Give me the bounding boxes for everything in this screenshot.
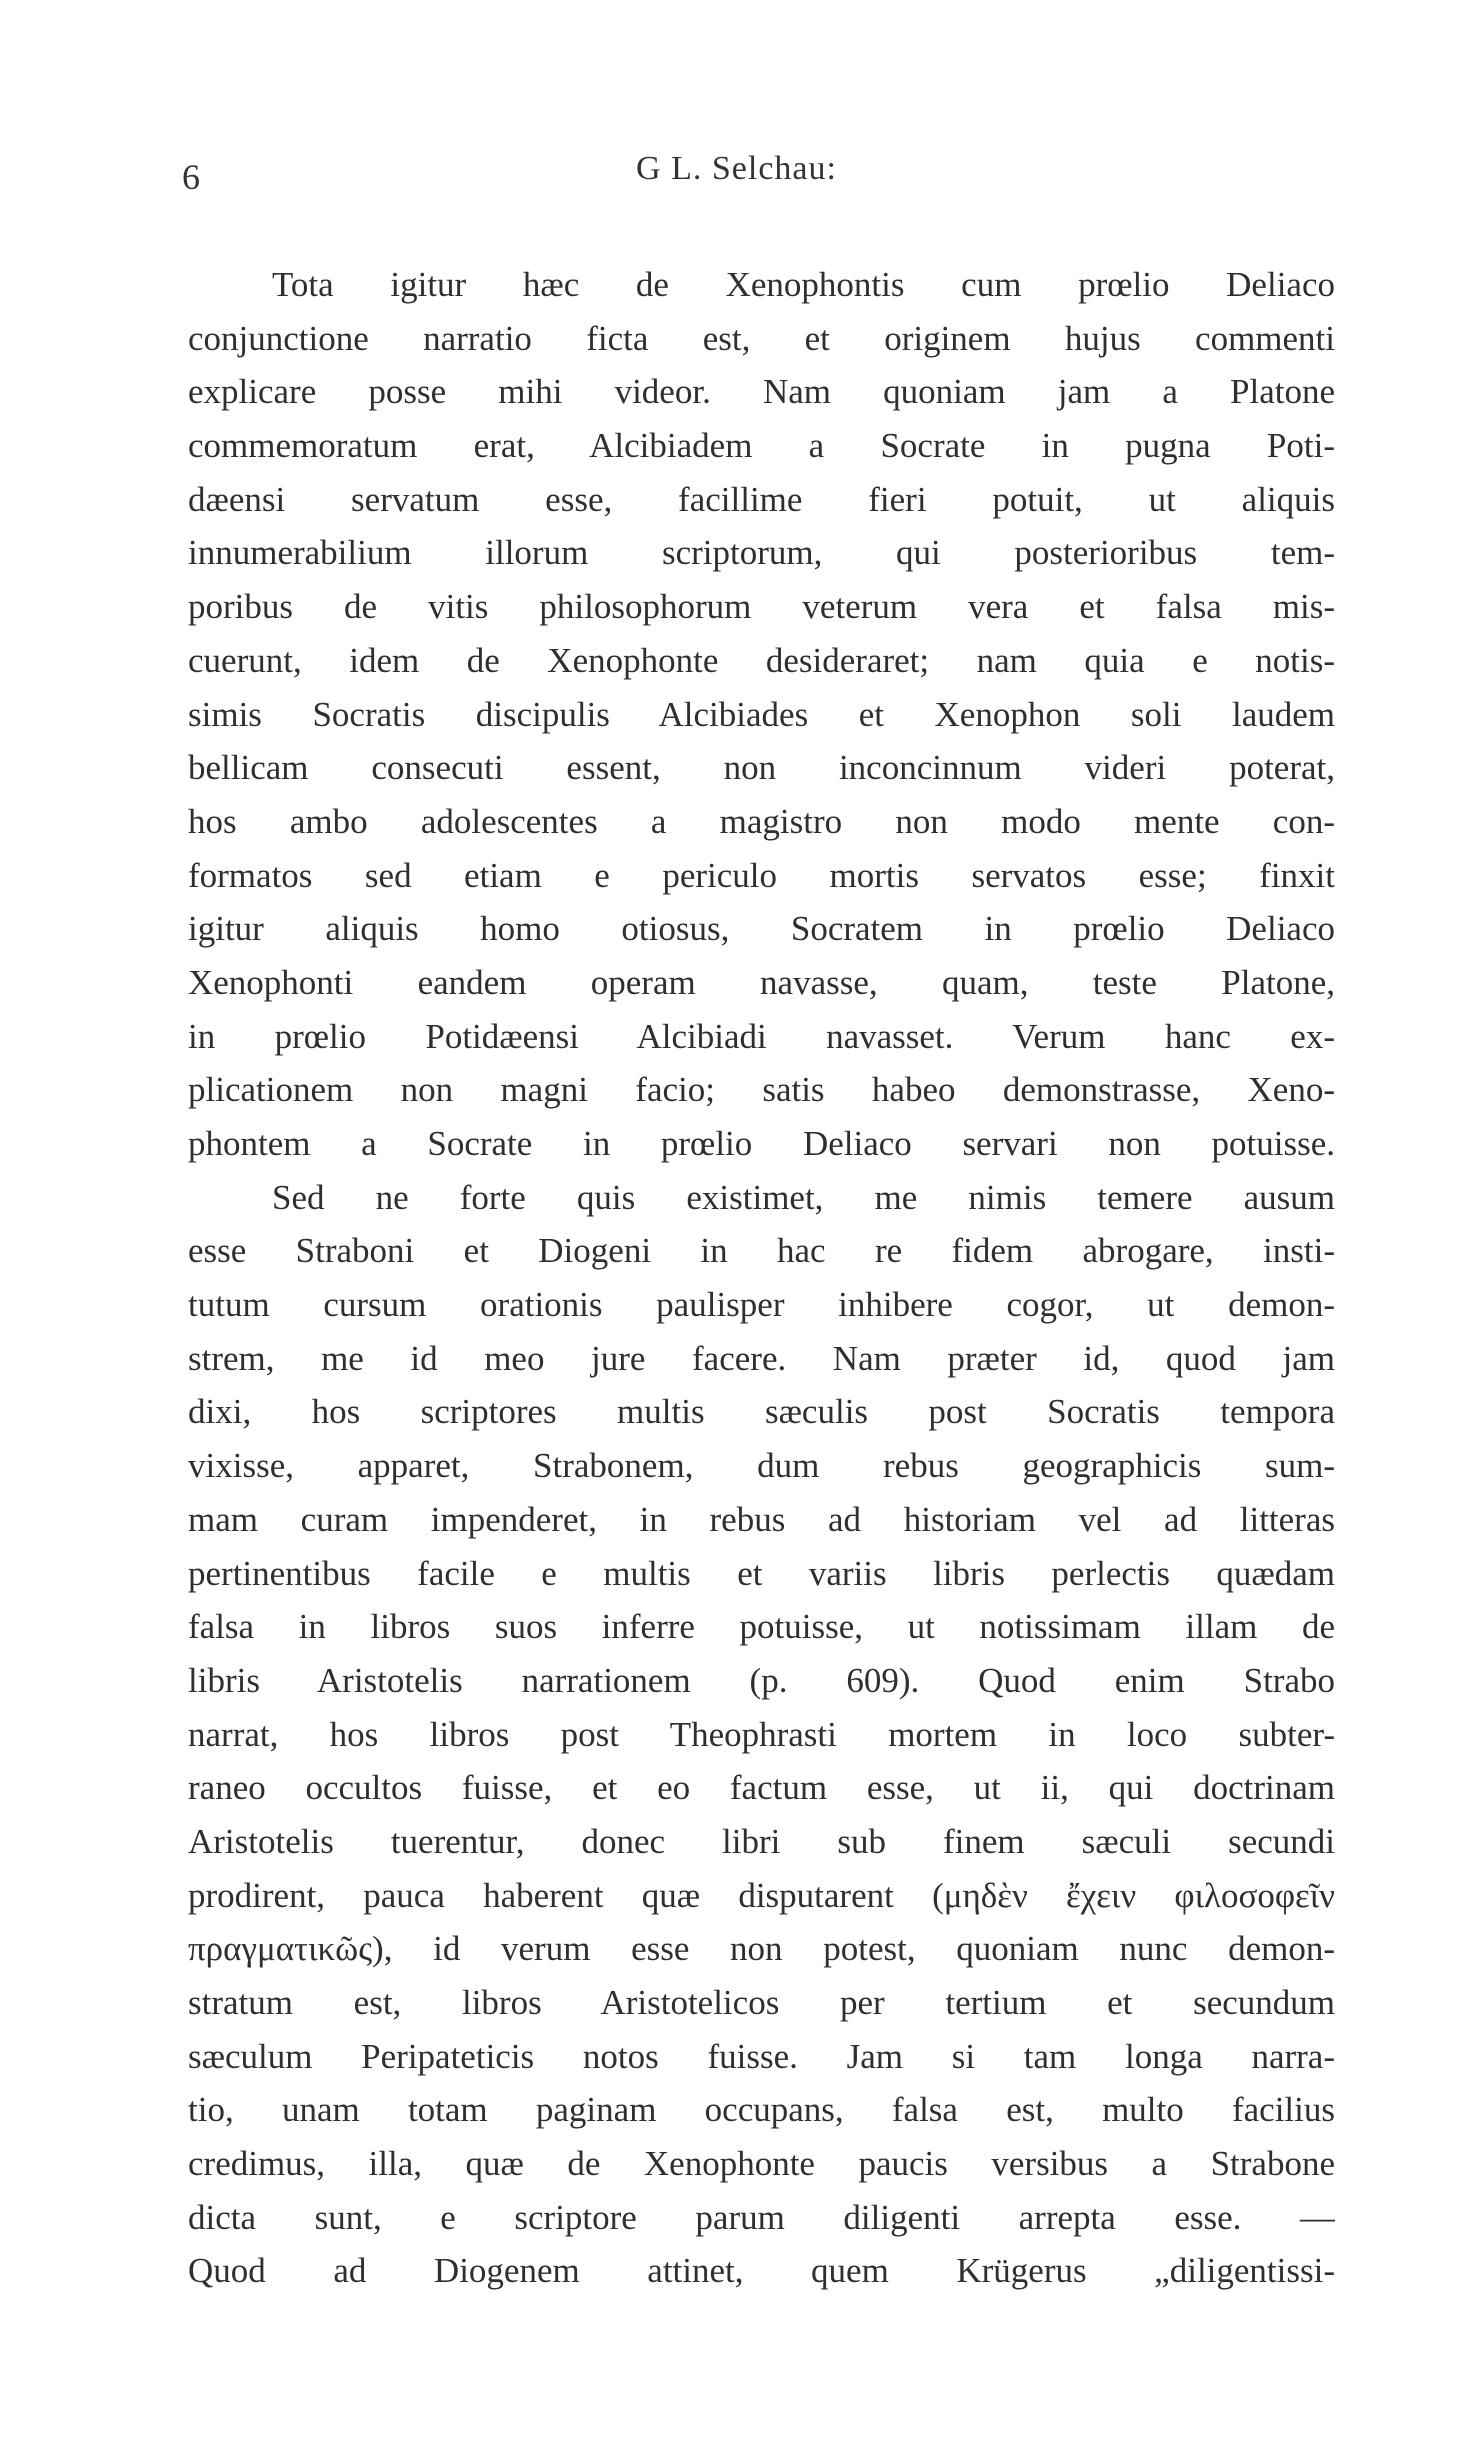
text-line: cuerunt, idem de Xenophonte desideraret; nam quia e notis- [188, 640, 1335, 680]
text-line: esse Straboni et Diogeni in hac re fidem abrogare, insti- [188, 1231, 1335, 1271]
text-line: Quod ad Diogenem attinet, quem Krügerus „diligentissi- [188, 2251, 1335, 2291]
text-line: pertinentibus facile e multis et variis libris perlectis quædam [188, 1553, 1335, 1593]
text-line: libris Aristotelis narrationem (p. 609). Quod enim Strabo [188, 1660, 1335, 1700]
page-header [0, 150, 1473, 200]
text-line: dicta sunt, e scriptore parum diligenti arrepta esse. — [188, 2197, 1335, 2237]
text-line: explicare posse mihi videor. Nam quoniam jam a Platone [188, 372, 1335, 412]
text-line: bellicam consecuti essent, non inconcinnum videri poterat, [188, 748, 1335, 788]
text-line: credimus, illa, quæ de Xenophonte paucis versibus a Strabone [188, 2144, 1335, 2184]
text-line: innumerabilium illorum scriptorum, qui posterioribus tem- [188, 533, 1335, 573]
text-line: falsa in libros suos inferre potuisse, ut notissimam illam de [188, 1607, 1335, 1647]
text-line: sæculum Peripateticis notos fuisse. Jam si tam longa narra- [188, 2036, 1335, 2076]
text-line: Tota igitur hæc de Xenophontis cum prœlio Deliaco [272, 265, 1335, 304]
body-text [188, 258, 1335, 2298]
text-line: stratum est, libros Aristotelicos per tertium et secundum [188, 1983, 1335, 2022]
text-line: raneo occultos fuisse, et eo factum esse, ut ii, qui doctrinam [188, 1768, 1335, 1808]
running-head: G L. Selchau: [636, 150, 837, 187]
text-line: dixi, hos scriptores multis sæculis post Socratis tempora [188, 1392, 1335, 1432]
text-line: narrat, hos libros post Theophrasti mortem in loco subter- [188, 1714, 1335, 1754]
text-line: mam curam impenderet, in rebus ad historiam vel ad litteras [188, 1499, 1335, 1539]
text-line: phontem a Socrate in prœlio Deliaco servari non potuisse. [188, 1124, 1335, 1163]
text-line: in prœlio Potidæensi Alcibiadi navasset. Verum hanc ex- [188, 1016, 1335, 1056]
text-line: plicationem non magni facio; satis habeo demonstrasse, Xeno- [188, 1070, 1335, 1110]
text-line: hos ambo adolescentes a magistro non modo mente con- [188, 801, 1335, 841]
text-line: Sed ne forte quis existimet, me nimis temere ausum [272, 1177, 1335, 1217]
text-line: πραγματικῶς), id verum esse non potest, quoniam nunc demon- [188, 1929, 1335, 1969]
text-line: dæensi servatum esse, facillime fieri potuit, ut aliquis [188, 479, 1335, 519]
text-line: poribus de vitis philosophorum veterum vera et falsa mis- [188, 587, 1335, 627]
text-line: igitur aliquis homo otiosus, Socratem in prœlio Deliaco [188, 909, 1335, 949]
text-line: vixisse, apparet, Strabonem, dum rebus geographicis sum- [188, 1446, 1335, 1486]
text-line: Aristotelis tuerentur, donec libri sub finem sæculi secundi [188, 1821, 1335, 1861]
text-line: Xenophonti eandem operam navasse, quam, teste Platone, [188, 962, 1335, 1002]
text-line: commemoratum erat, Alcibiadem a Socrate in pugna Poti- [188, 426, 1335, 466]
text-line: prodirent, pauca haberent quæ disputarent (μηδὲν ἔχειν φιλοσοφεῖν [188, 1875, 1335, 1915]
text-line: strem, me id meo jure facere. Nam præter id, quod jam [188, 1338, 1335, 1378]
text-line: simis Socratis discipulis Alcibiades et Xenophon soli laudem [188, 694, 1335, 734]
text-line: conjunctione narratio ficta est, et originem hujus commenti [188, 318, 1335, 358]
page-number: 6 [182, 157, 200, 197]
text-line: tutum cursum orationis paulisper inhibere cogor, ut demon- [188, 1285, 1335, 1325]
text-line: tio, unam totam paginam occupans, falsa est, multo facilius [188, 2090, 1335, 2130]
text-line: formatos sed etiam e periculo mortis servatos esse; finxit [188, 855, 1335, 895]
